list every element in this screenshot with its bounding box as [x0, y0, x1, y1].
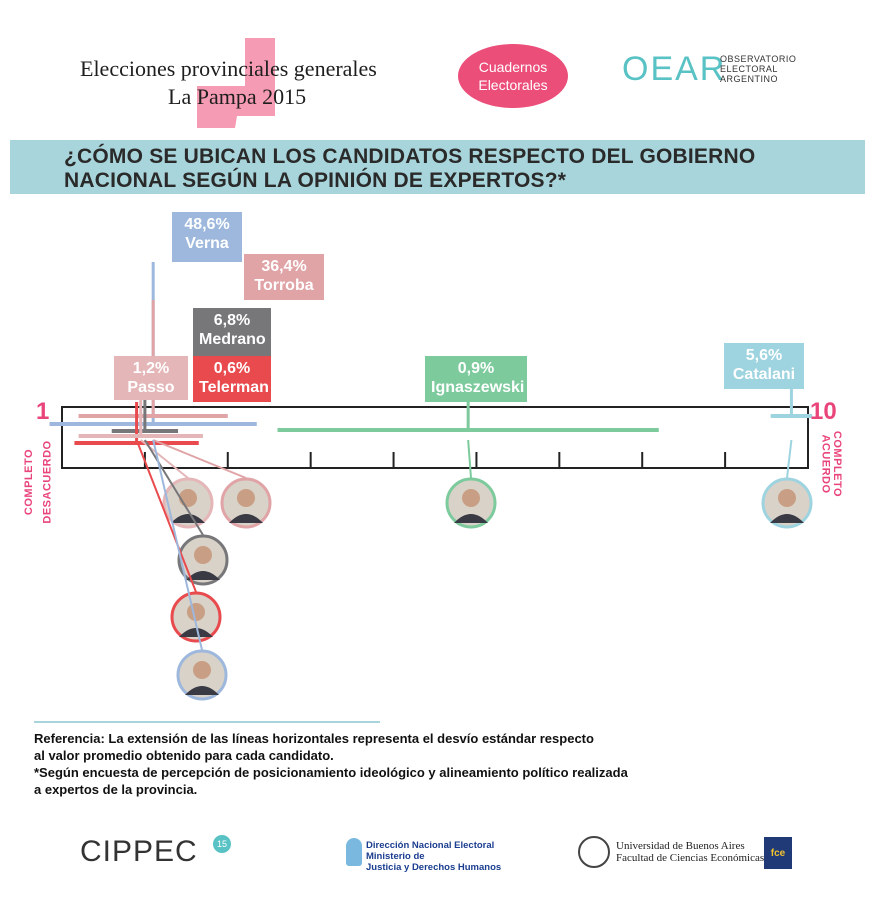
- medrano-percent: 6,8%: [213, 312, 251, 329]
- uba-seal-icon: [578, 836, 610, 868]
- photo-face-telerman: [187, 603, 205, 621]
- photo-connector-torroba: [153, 440, 246, 478]
- ignaszewski-name: Ignaszewski: [431, 379, 525, 396]
- photo-face-catalani: [778, 489, 796, 507]
- banner-line2: NACIONAL SEGÚN LA OPINIÓN DE EXPERTOS?*: [64, 169, 567, 192]
- label-ignaszewski: [425, 356, 527, 402]
- label-telerman: [193, 356, 271, 402]
- page-title-line2: La Pampa 2015: [168, 84, 307, 109]
- torroba-name: Torroba: [254, 277, 314, 294]
- photo-face-verna: [193, 661, 211, 679]
- oear-sub2: ELECTORAL: [720, 64, 778, 74]
- oear-logo: OEAR: [622, 50, 727, 88]
- catalani-name: Catalani: [732, 366, 796, 383]
- photo-face-torroba: [237, 489, 255, 507]
- reference-line2: al valor promedio obtenido para cada candidato.: [34, 748, 334, 763]
- catalani-percent: 5,6%: [745, 347, 783, 364]
- ignaszewski-percent: 0,9%: [457, 360, 495, 377]
- oear-sub3: ARGENTINO: [720, 74, 779, 84]
- label-passo: [114, 356, 188, 400]
- dne-logo: [366, 840, 501, 873]
- reference-line3: *Según encuesta de percepción de posicionamiento ideológico y alineamiento político realizada: [34, 765, 628, 780]
- photo-face-ignaszewski: [462, 489, 480, 507]
- cippec-logo: CIPPEC: [80, 835, 198, 868]
- dne-line1: Dirección Nacional Electoral: [366, 840, 495, 851]
- dne-line3: Justicia y Derechos Humanos: [366, 862, 502, 873]
- label-catalani: [724, 343, 804, 389]
- cippec-anniversary-badge: 15: [213, 835, 231, 853]
- medrano-name: Medrano: [199, 331, 266, 348]
- uba-logo: [616, 840, 764, 864]
- reference-line1: Referencia: La extensión de las líneas horizontales representa el desvío estándar respecto: [34, 731, 594, 746]
- label-verna: [172, 212, 242, 262]
- right-axis-label-1: COMPLETO: [831, 430, 844, 498]
- photo-face-passo: [179, 489, 197, 507]
- label-torroba: [244, 254, 324, 300]
- label-medrano: [193, 308, 271, 356]
- verna-name: Verna: [185, 235, 229, 252]
- torroba-percent: 36,4%: [261, 258, 307, 275]
- uba-line1: Universidad de Buenos Aires: [616, 840, 745, 852]
- fce-logo: fce: [764, 837, 792, 869]
- right-axis-label-2: ACUERDO: [819, 434, 832, 494]
- photo-connector-ignaszewski: [468, 440, 471, 478]
- reference-divider: [34, 721, 380, 723]
- page-title-line1: Elecciones provinciales generales: [80, 56, 377, 81]
- passo-name: Passo: [127, 379, 175, 396]
- uba-line2: Facultad de Ciencias Económicas: [616, 852, 765, 864]
- left-axis-label-1: COMPLETO: [23, 448, 36, 516]
- badge-line1: Cuadernos: [478, 59, 548, 75]
- dne-line2: Ministerio de: [366, 851, 425, 862]
- reference-line4: a expertos de la provincia.: [34, 782, 198, 797]
- photo-connector-catalani: [787, 440, 791, 478]
- telerman-name: Telerman: [199, 379, 269, 396]
- left-axis-label-2: DESACUERDO: [41, 440, 54, 524]
- argentina-shield-icon: [346, 838, 362, 866]
- banner-line1: ¿CÓMO SE UBICAN LOS CANDIDATOS RESPECTO DEL GOBIERNO: [64, 145, 756, 168]
- photo-face-medrano: [194, 546, 212, 564]
- scale-max-label: 10: [810, 398, 837, 425]
- reference-text: [34, 730, 628, 798]
- badge-line2: Electorales: [478, 77, 548, 93]
- oear-sub1: OBSERVATORIO: [720, 54, 797, 64]
- scale-min-label: 1: [36, 398, 50, 425]
- passo-percent: 1,2%: [132, 360, 170, 377]
- verna-percent: 48,6%: [184, 216, 230, 233]
- telerman-percent: 0,6%: [213, 360, 251, 377]
